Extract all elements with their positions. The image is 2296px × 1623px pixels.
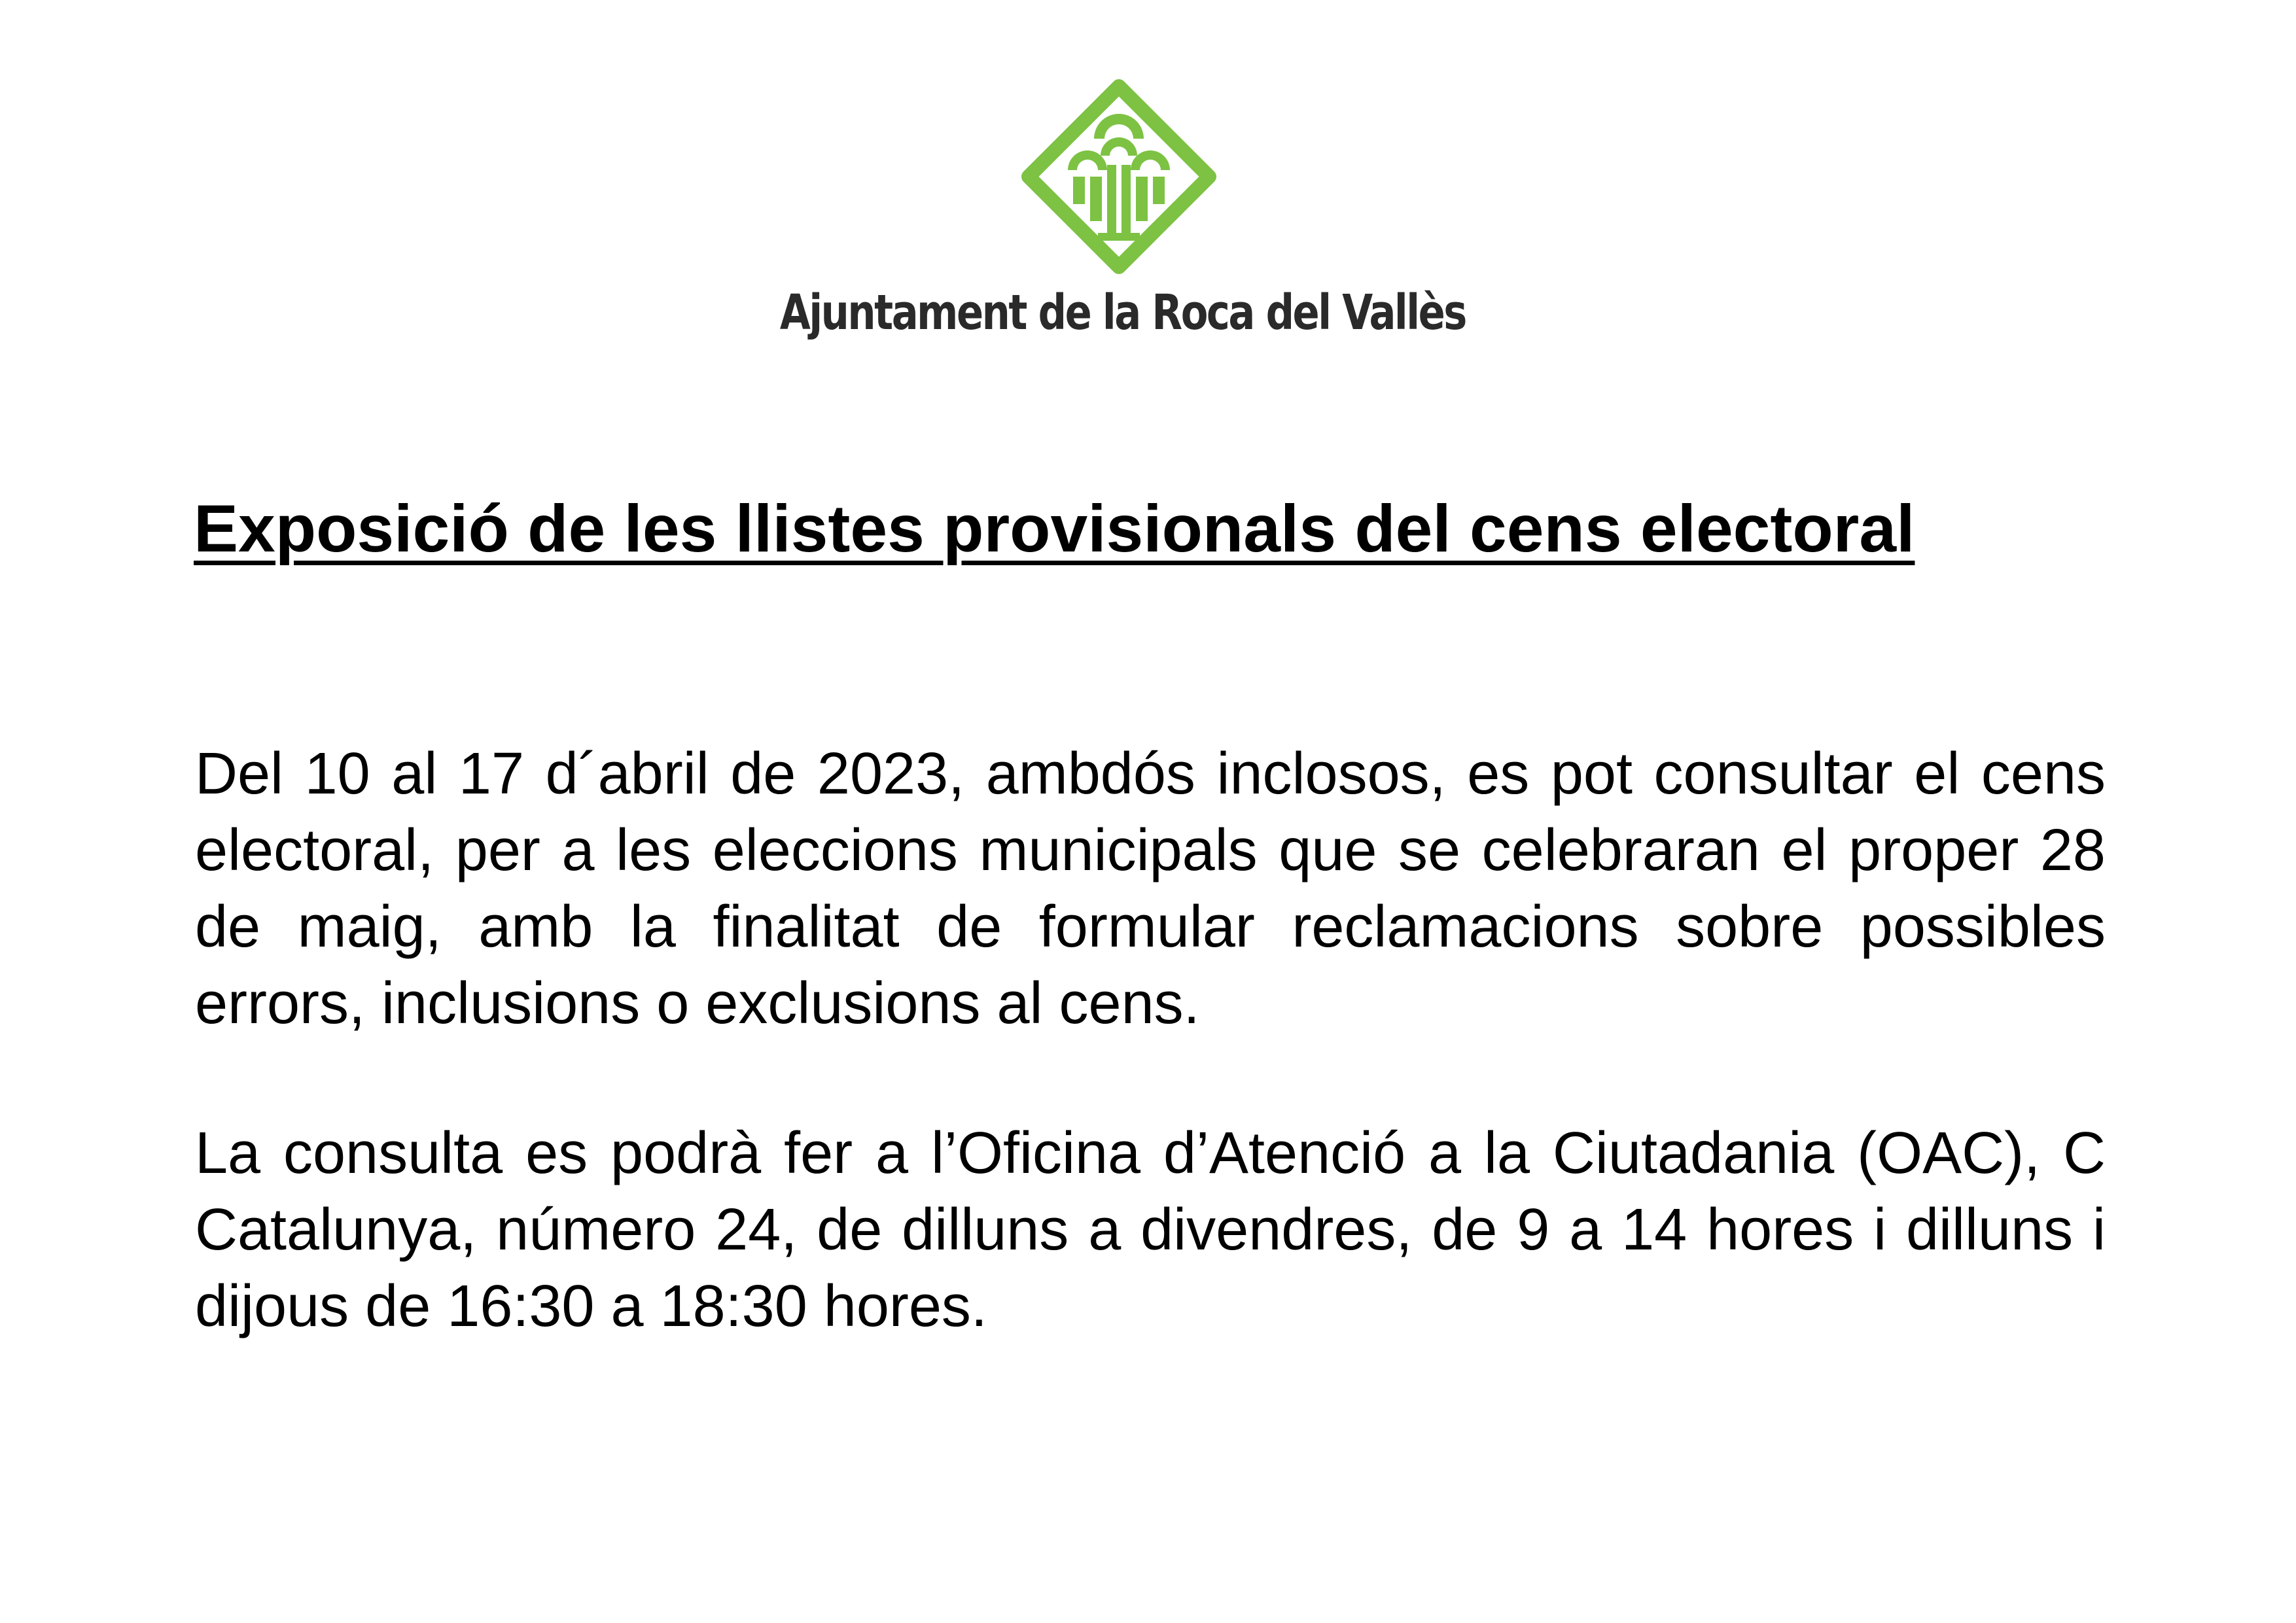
ajuntament-logo-icon (1021, 79, 1217, 275)
paragraph-consultation-dates: Del 10 al 17 d´abril de 2023, ambdós inclosos, es pot consultar el cens electoral, per a les eleccions municipals que se celebraran el proper 28 de maig, amb la finalitat de formular reclamacions sobre possibles errors, inclusions o exclusions al cens. (195, 741, 2106, 1036)
organization-name: Ajuntament de la Roca del Vallès (779, 285, 1466, 341)
page-title: Exposició de les llistes provisionals del cens electoral (194, 491, 1915, 566)
paragraph-consultation-location: La consulta es podrà fer a l’Oficina d’Atenció a la Ciutadania (OAC), C Catalunya, número 24, de dilluns a divendres, de 9 a 14 hores i dilluns i dijous de 16:30 a 18:30 hores. (195, 1121, 2106, 1339)
